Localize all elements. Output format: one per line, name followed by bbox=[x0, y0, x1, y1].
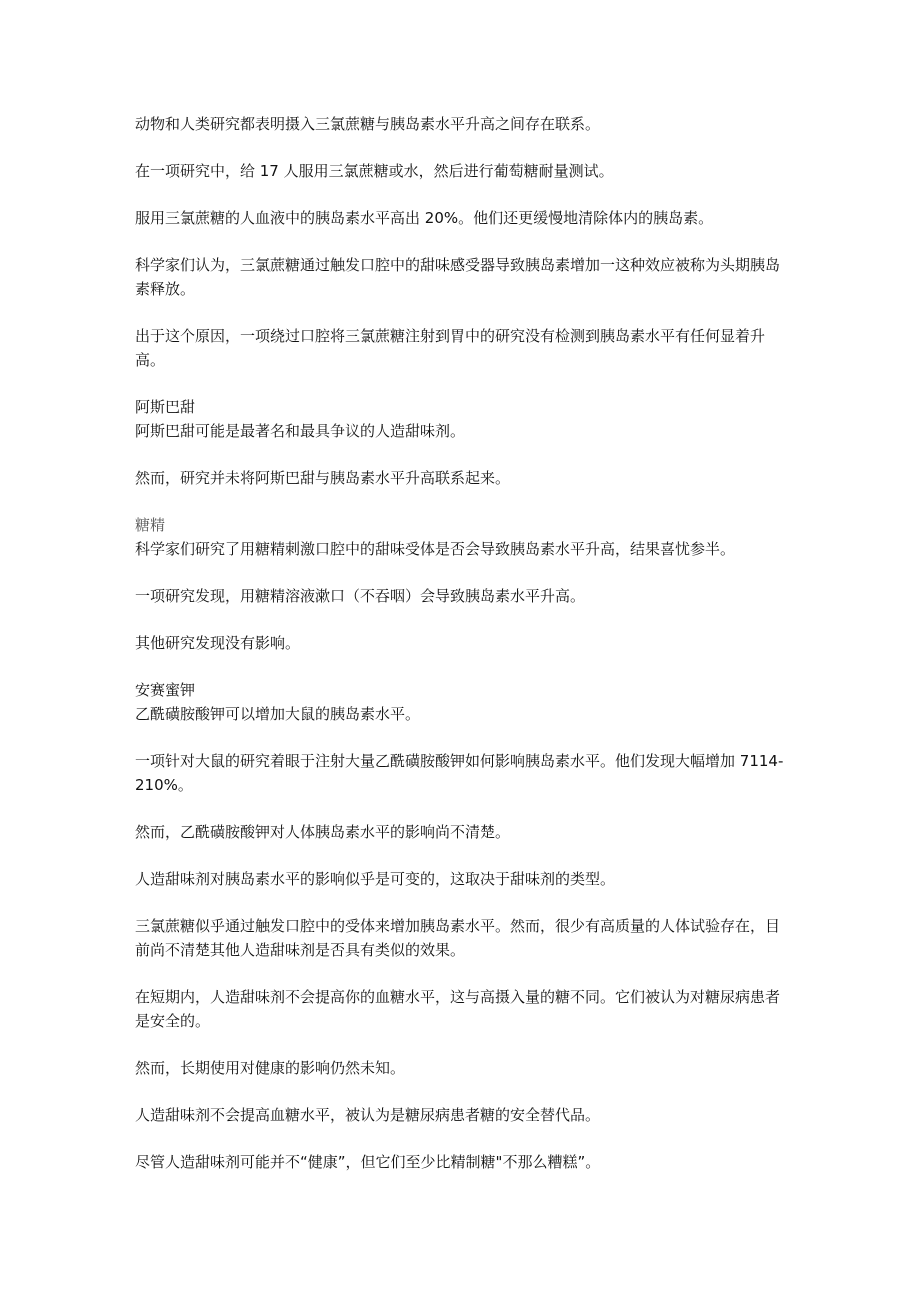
paragraph-cephalic-phase: 科学家们认为，三氯蔗糖通过触发口腔中的甜味感受器导致胰岛素增加一这种效应被称为头期胰岛素释放。 bbox=[135, 256, 781, 298]
paragraph-saccharin-3: 其他研究发现没有影响。 bbox=[135, 634, 301, 652]
paragraph-summary-6: 尽管人造甜味剂可能并不“健康”，但它们至少比精制糖"不那么糟糕”。 bbox=[135, 1153, 601, 1171]
paragraph-aspartame-1: 阿斯巴甜可能是最著名和最具争议的人造甜味剂。 bbox=[135, 422, 466, 440]
paragraph-summary-4: 然而，长期使用对健康的影响仍然未知。 bbox=[135, 1059, 406, 1077]
heading-acesulfame: 安赛蜜钾 bbox=[135, 681, 196, 699]
paragraph-aspartame-2: 然而，研究并未将阿斯巴甜与胰岛素水平升高联系起来。 bbox=[135, 469, 511, 487]
paragraph-acesulfame-3: 然而，乙酰磺胺酸钾对人体胰岛素水平的影响尚不清楚。 bbox=[135, 823, 511, 841]
paragraph-acesulfame-1: 乙酰磺胺酸钾可以增加大鼠的胰岛素水平。 bbox=[135, 705, 421, 723]
heading-saccharin: 糖精 bbox=[135, 516, 166, 534]
heading-aspartame: 阿斯巴甜 bbox=[135, 398, 196, 416]
paragraph-insulin-20: 服用三氯蔗糖的人血液中的胰岛素水平高出 20%。他们还更缓慢地清除体内的胰岛素。 bbox=[135, 209, 714, 227]
document-body bbox=[135, 112, 785, 1197]
paragraph-study-17: 在一项研究中，给 17 人服用三氯蔗糖或水，然后进行葡萄糖耐量测试。 bbox=[135, 162, 614, 180]
paragraph-summary-3: 在短期内，人造甜味剂不会提高你的血糖水平，这与高摄入量的糖不同。它们被认为对糖尿病患者是安全的。 bbox=[135, 988, 781, 1030]
paragraph-acesulfame-2: 一项针对大鼠的研究着眼于注射大量乙酰磺胺酸钾如何影响胰岛素水平。他们发现大幅增加 7114-210%。 bbox=[135, 752, 784, 794]
paragraph-stomach-injection: 出于这个原因，一项绕过口腔将三氯蔗糖注射到胃中的研究没有检测到胰岛素水平有任何显着升高。 bbox=[135, 327, 766, 369]
paragraph-sucralose-link: 动物和人类研究都表明摄入三氯蔗糖与胰岛素水平升高之间存在联系。 bbox=[135, 115, 601, 133]
paragraph-summary-1: 人造甜味剂对胰岛素水平的影响似乎是可变的，这取决于甜味剂的类型。 bbox=[135, 870, 616, 888]
paragraph-saccharin-1: 科学家们研究了用糖精刺激口腔中的甜味受体是否会导致胰岛素水平升高，结果喜忧参半。 bbox=[135, 540, 736, 558]
paragraph-saccharin-2: 一项研究发现，用糖精溶液漱口（不吞咽）会导致胰岛素水平升高。 bbox=[135, 587, 586, 605]
paragraph-summary-5: 人造甜味剂不会提高血糖水平，被认为是糖尿病患者糖的安全替代品。 bbox=[135, 1106, 601, 1124]
paragraph-summary-2: 三氯蔗糖似乎通过触发口腔中的受体来增加胰岛素水平。然而，很少有高质量的人体试验存在，目前尚不清楚其他人造甜味剂是否具有类似的效果。 bbox=[135, 917, 781, 959]
